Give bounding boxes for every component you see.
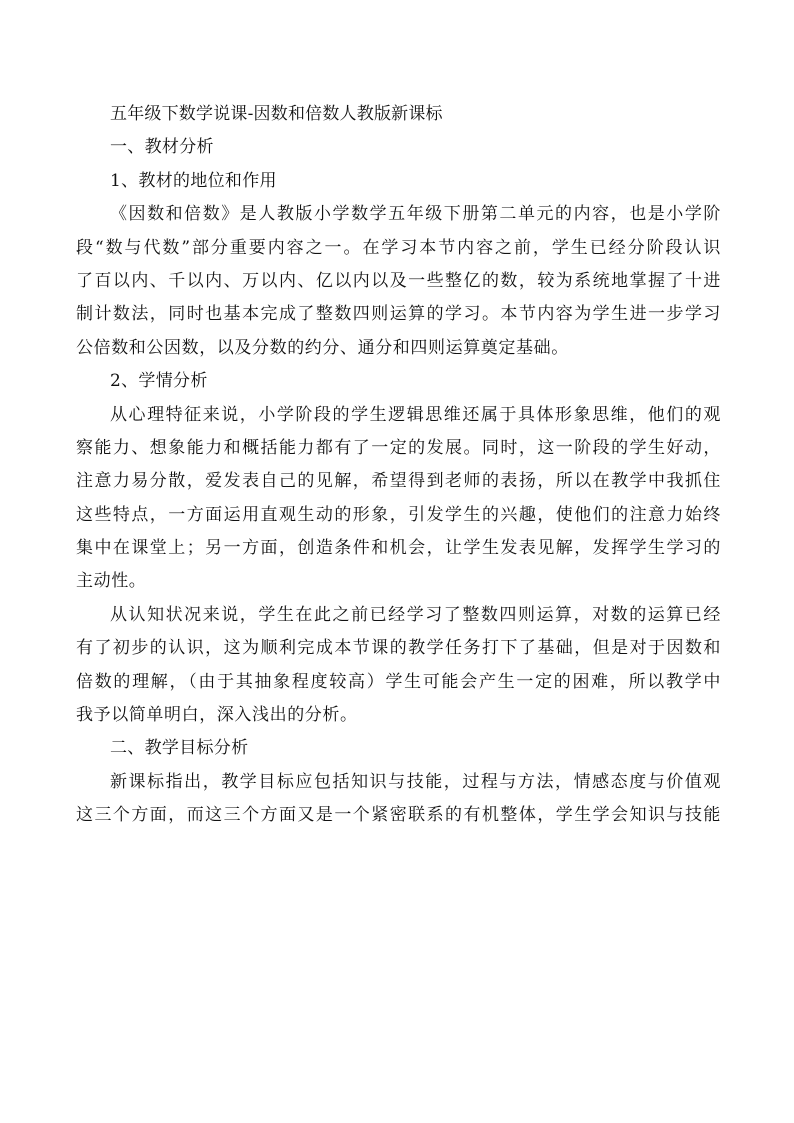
paragraph-line: 这些特点，一方面运用直观生动的形象，引发学生的兴趣，使他们的注意力始终 — [76, 504, 721, 525]
paragraph-line: 有了初步的认识，这为顺利完成本节课的教学任务打下了基础，但是对于因数和 — [76, 638, 721, 659]
paragraph-line: 了百以内、千以内、万以内、亿以内以及一些整亿的数，较为系统地掌握了十进 — [76, 270, 721, 291]
subsection-heading-status-role: 1、教材的地位和作用 — [110, 170, 277, 191]
paragraph-line: 注意力易分散，爱发表自己的见解，希望得到老师的表扬，所以在教学中我抓住 — [76, 471, 721, 492]
paragraph-line: 制计数法，同时也基本完成了整数四则运算的学习。本节内容为学生进一步学习 — [76, 304, 721, 325]
subsection-heading-student-analysis: 2、学情分析 — [110, 371, 208, 392]
paragraph-line: 这三个方面，而这三个方面又是一个紧密联系的有机整体，学生学会知识与技能 — [76, 805, 721, 826]
paragraph-line: 集中在课堂上；另一方面，创造条件和机会，让学生发表见解，发挥学生学习的 — [76, 538, 721, 559]
paragraph-line: 段“数与代数”部分重要内容之一。在学习本节内容之前，学生已经分阶段认识 — [76, 237, 721, 258]
section-heading-teaching-objectives: 二、教学目标分析 — [110, 738, 249, 759]
paragraph-line: 我予以简单明白，深入浅出的分析。 — [76, 705, 358, 726]
document-body — [76, 98, 721, 833]
paragraph-line: 新课标指出，教学目标应包括知识与技能，过程与方法，情感态度与价值观 — [110, 771, 721, 792]
document-title: 五年级下数学说课-因数和倍数人教版新课标 — [110, 104, 443, 124]
paragraph-line: 从认知状况来说，学生在此之前已经学习了整数四则运算，对数的运算已经 — [110, 604, 721, 625]
paragraph-line: 主动性。 — [76, 571, 147, 592]
section-heading-teaching-material: 一、教材分析 — [110, 137, 214, 158]
paragraph-line: 从心理特征来说，小学阶段的学生逻辑思维还属于具体形象思维，他们的观 — [110, 404, 721, 425]
paragraph-line: 《因数和倍数》是人教版小学数学五年级下册第二单元的内容，也是小学阶 — [110, 204, 721, 225]
paragraph-line: 倍数的理解，（由于其抽象程度较高）学生可能会产生一定的困难，所以教学中 — [76, 671, 721, 692]
paragraph-line: 公倍数和公因数，以及分数的约分、通分和四则运算奠定基础。 — [76, 337, 569, 358]
paragraph-line: 察能力、想象能力和概括能力都有了一定的发展。同时，这一阶段的学生好动， — [76, 437, 721, 458]
